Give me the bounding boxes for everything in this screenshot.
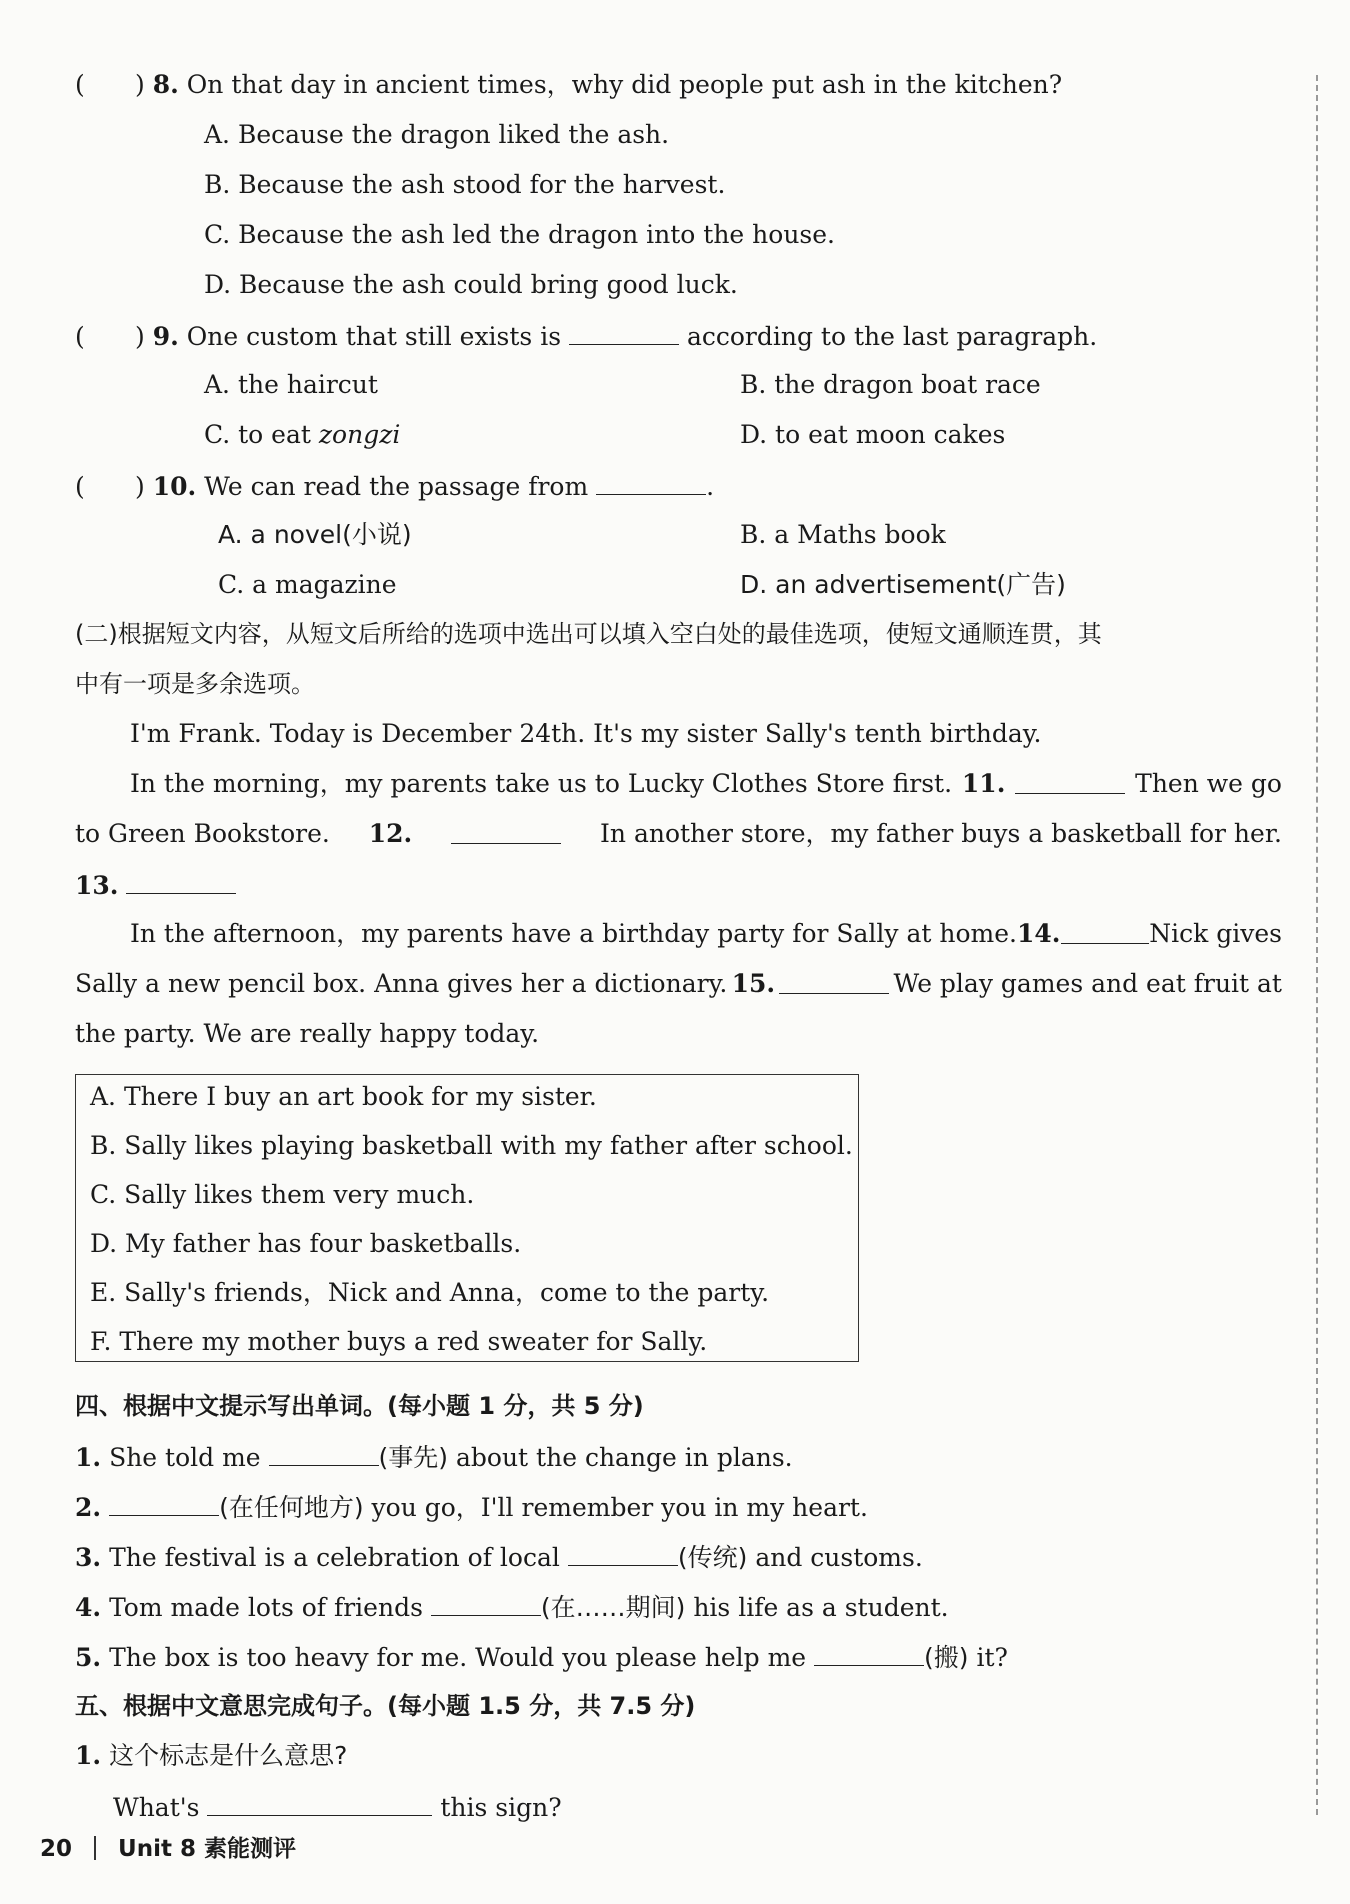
q10-option-d: D. an advertisement(广告) — [740, 570, 1066, 599]
choice-b: B. Sally likes playing basketball with my father after school. — [90, 1131, 853, 1160]
vocab-item-2: 2. (在任何地方) you go，I'll remember you in my heart. — [75, 1489, 868, 1525]
q8-option-c: C. Because the ash led the dragon into the house. — [204, 220, 835, 249]
vocab-item-4: 4. Tom made lots of friends (在……期间) his life as a student. — [75, 1589, 949, 1625]
vocab-blank[interactable] — [814, 1639, 924, 1666]
q9-option-b: B. the dragon boat race — [740, 370, 1041, 399]
vocab-item-3: 3. The festival is a celebration of local (传统) and customs. — [75, 1539, 923, 1575]
section5-heading: 五、根据中文意思完成句子。(每小题 1.5 分，共 7.5 分) — [75, 1692, 696, 1720]
question-8: ( ) 8. On that day in ancient times，why did people put ash in the kitchen? — [75, 70, 1063, 99]
choice-a: A. There I buy an art book for my sister. — [90, 1082, 597, 1111]
passage-line: to Green Bookstore. 12. In another store，my father buys a basketball for her. — [75, 819, 1282, 848]
q9-option-a: A. the haircut — [204, 370, 378, 399]
question-9: ( ) 9. One custom that still exists is according to the last paragraph. — [75, 318, 1097, 354]
translation-item-1-english: What's this sign? — [113, 1789, 562, 1825]
choice-f: F. There my mother buys a red sweater for Sally. — [90, 1327, 708, 1356]
margin-dashed-line — [1316, 75, 1318, 1815]
q10-option-a: A. a novel(小说) — [218, 520, 412, 549]
passage-line: the party. We are really happy today. — [75, 1019, 540, 1048]
unit-label: Unit 8 素能测评 — [118, 1836, 296, 1862]
vocab-blank[interactable] — [568, 1539, 678, 1566]
answer-blank[interactable] — [569, 318, 679, 345]
blank-12[interactable] — [451, 817, 561, 844]
section2-instruction-line2: 中有一项是多余选项。 — [75, 670, 315, 698]
page-footer — [40, 1830, 296, 1863]
question-10: ( ) 10. We can read the passage from . — [75, 468, 714, 504]
blank-11[interactable] — [1015, 767, 1125, 794]
passage-line: I'm Frank. Today is December 24th. It's my sister Sally's tenth birthday. — [130, 719, 1042, 748]
footer-separator — [94, 1836, 96, 1860]
choice-e: E. Sally's friends，Nick and Anna，come to the party. — [90, 1278, 770, 1307]
section4-heading: 四、根据中文提示写出单词。(每小题 1 分，共 5 分) — [75, 1392, 644, 1420]
blank-13[interactable] — [126, 867, 236, 894]
passage-line: In the afternoon，my parents have a birthday party for Sally at home. 14. Nick gives — [130, 919, 1282, 948]
vocab-blank[interactable] — [431, 1589, 541, 1616]
q8-option-a: A. Because the dragon liked the ash. — [204, 120, 670, 149]
translation-blank[interactable] — [207, 1789, 432, 1816]
passage-line: In the morning，my parents take us to Lucky Clothes Store first. 11. Then we go — [130, 769, 1282, 798]
choice-d: D. My father has four basketballs. — [90, 1229, 522, 1258]
choices-box — [75, 1074, 859, 1362]
vocab-item-1: 1. She told me (事先) about the change in plans. — [75, 1439, 793, 1475]
vocab-blank[interactable] — [109, 1489, 219, 1516]
q10-option-b: B. a Maths book — [740, 520, 946, 549]
q8-option-d: D. Because the ash could bring good luck. — [204, 270, 738, 299]
passage-line: 13. — [75, 867, 236, 903]
passage-line: Sally a new pencil box. Anna gives her a dictionary. 15. We play games and eat fruit at — [75, 969, 1282, 998]
page-number: 20 — [40, 1836, 73, 1862]
vocab-item-5: 5. The box is too heavy for me. Would you please help me (搬) it? — [75, 1639, 1008, 1675]
q8-option-b: B. Because the ash stood for the harvest. — [204, 170, 726, 199]
answer-blank[interactable] — [596, 468, 706, 495]
section2-instruction-line1: (二)根据短文内容，从短文后所给的选项中选出可以填入空白处的最佳选项，使短文通顺连贯，其 — [75, 620, 1102, 648]
q9-option-c: C. to eat zongzi — [204, 420, 401, 449]
choice-c: C. Sally likes them very much. — [90, 1180, 475, 1209]
vocab-blank[interactable] — [269, 1439, 379, 1466]
q10-option-c: C. a magazine — [218, 570, 397, 599]
q9-option-d: D. to eat moon cakes — [740, 420, 1006, 449]
blank-14[interactable] — [1061, 917, 1150, 944]
blank-15[interactable] — [779, 967, 889, 994]
translation-item-1-chinese: 1. 这个标志是什么意思? — [75, 1741, 348, 1770]
